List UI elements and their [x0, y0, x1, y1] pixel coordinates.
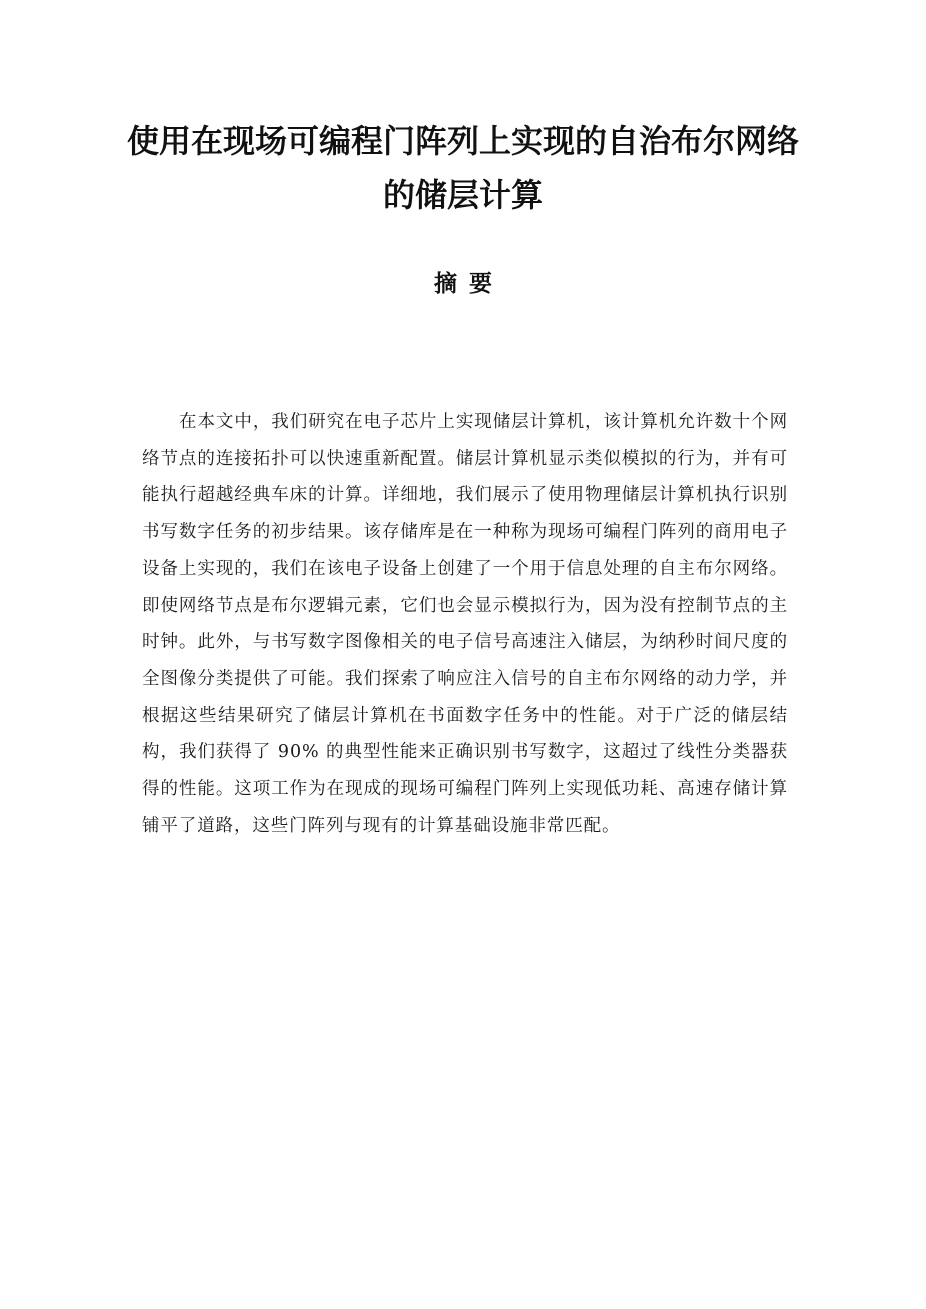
abstract-paragraph: 在本文中，我们研究在电子芯片上实现储层计算机，该计算机允许数十个网络节点的连接拓扑可以快速重新配置。储层计算机显示类似模拟的行为，并有可能执行超越经典车床的计算。详细地，我们展示了使用物理储层计算机执行识别书写数字任务的初步结果。该存储库是在一种称为现场可编程门阵列的商用电子设备上实现的，我们在该电子设备上创建了一个用于信息处理的自主布尔网络。即使网络节点是布尔逻辑元素，它们也会显示模拟行为，因为没有控制节点的主时钟。此外，与书写数字图像相关的电子信号高速注入储层，为纳秒时间尺度的全图像分类提供了可能。我们探索了响应注入信号的自主布尔网络的动力学，并根据这些结果研究了储层计算机在书面数字任务中的性能。对于广泛的储层结构，我们获得了 90% 的典型性能来正确识别书写数字，这超过了线性分类器获得的性能。这项工作为在现成的现场可编程门阵列上实现低功耗、高速存储计算铺平了道路，这些门阵列与现有的计算基础设施非常匹配。 [142, 412, 788, 836]
abstract-heading: 摘要 [434, 271, 504, 297]
paper-title: 使用在现场可编程门阵列上实现的自治布尔网络的储层计算 [126, 122, 799, 214]
